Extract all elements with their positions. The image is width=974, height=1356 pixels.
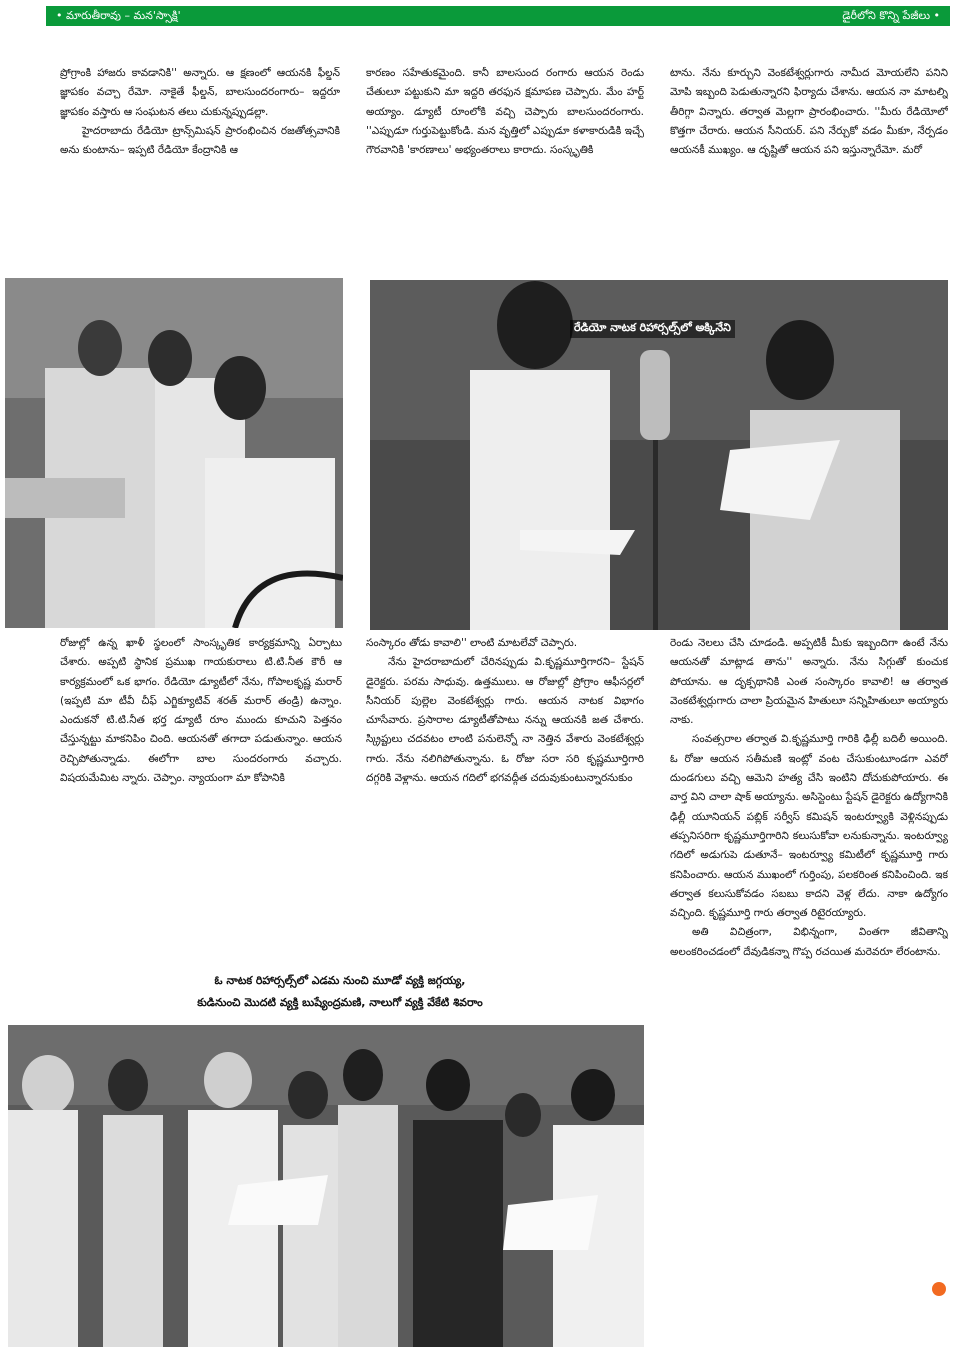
caption-line-1: ఓ నాటక రిహార్సల్స్‌లో ఎడమ నుంచి మూడో వ్యక్తి జగ్గయ్య,: [214, 974, 466, 987]
photo-caption-group-rehearsal: [40, 970, 640, 1014]
middle-column-2: [366, 634, 644, 960]
top-column-1: [60, 64, 340, 260]
photo-akkineni-rehearsal: [370, 280, 948, 630]
paragraph: రోజుల్లో ఉన్న ఖాళీ స్థలంలో సాంస్కృతిక కార్యక్రమాన్ని ఏర్పాటు చేశారు. అప్పటి స్థానిక ప్రముఖ గాయకురాలు టి.టి.నీత కౌరీ ఆ కార్యక్రమంలో ఒక భాగం. రేడియో డ్యూటీలో నేను, గోపాలకృష్ణ మరార్ (ఇప్పటి మా టీవీ చీఫ్ ఎగ్జిక్యూటివ్ శరత్ మరార్ తండ్రి) ఉన్నాం. ఎందుకనో టి.టి.నీత భర్త డ్యూటీ రూం ముందు కూచుని పెత్తనం చేస్తున్నట్టు మాకనిపిం చింది. ఆయనతో తగాదా పడుతున్నాం. ఆయన రెచ్చిపోతున్నాడు. ఈలోగా బాల సుందరంగారు వచ్చారు. విషయమేమిట న్నారు. చెప్పాం. న్యాయంగా మా కోపానికి: [60, 637, 342, 785]
header-right-title: డైరీలోని కొన్ని పేజీలు •: [842, 9, 940, 22]
paragraph: రెండు నెలలు చేసి చూడండి. అప్పటికీ మీకు ఇబ్బందిగా ఉంటే నేను ఆయనతో మాట్లాడ తాను'' అన్నారు. నేను సిగ్గుతో కుంచుక పోయాను. ఆ దృక్పథానికి ఎంత సంస్కారం కావాలి! ఆ తర్వాత వెంకటేశ్వర్లుగారు చాలా ప్రియమైన హితులూ సన్నిహితులూ అయ్యారు నాకు.: [670, 637, 948, 727]
paragraph: టాను. నేను కూర్చుని వెంకటేశ్వర్లుగారు నామీద మోయలేని పనిని మోపి ఇబ్బంది పెడుతున్నారని ఫిర్యాదు చేశాను. ఆయన నా మాటల్ని తీరిగ్గా విన్నారు. తర్వాత మెల్లగా ప్రారంభించారు. ''మీరు రేడియోలో కొత్తగా చేరారు. ఆయన సీనియర్. పని నేర్చుకో వడం మీకూ, నేర్పడం ఆయనకీ ముఖ్యం. ఆ దృష్టితో ఆయన పని ఇస్తున్నారేమో. మరో: [670, 67, 948, 157]
end-marker-dot: [932, 1282, 946, 1296]
caption-line-2: కుడినుంచి మొదటి వ్యక్తి బుష్యేంద్రమణి, నాలుగో వ్యక్తి వేకేటి శివరాం: [197, 996, 483, 1009]
top-column-3: [670, 64, 948, 260]
paragraph: నేను హైదరాబాదులో చేరినప్పుడు వి.కృష్ణమూర్తిగారని– స్టేషన్ డైరెక్టరు. పరమ సాధువు. ఉత్తములు. ఆ రోజుల్లో ప్రోగ్రాం ఆఫీసర్లలో సీనియర్ పుల్లెల వెంకటేశ్వర్లు గారు. ఆయన నాటక విభాగం చూసేవారు. ప్రసారాల డ్యూటీతోపాటు నన్ను ఆయనకి జత చేశారు. స్క్రిప్టులు చదవటం లాంటి పనులెన్నో నా నెత్తిన వేశారు వెంకటేశ్వర్లు గారు. నేను నలిగిపోతున్నాను. ఓ రోజు సరా సరి కృష్ణమూర్తిగారి దగ్గరికి వెళ్లాను. ఆయన గదిలో భగవద్గీత చదువుకుంటున్నారనుకుం: [366, 656, 644, 785]
paragraph: సంవత్సరాల తర్వాత వి.కృష్ణమూర్తి గారికి ఢిల్లీ బదిలీ అయింది. ఓ రోజు ఆయన సతీమణి ఇంట్లో వంట చేసుకుంటూండగా ఎవరో దుండగులు వచ్చి ఆమెని హత్య చేసి ఇంటిని దోచుకుపోయారు. ఈ వార్త విని చాలా షాక్ అయ్యాను. అసిస్టెంటు స్టేషన్ డైరెక్టరు ఉద్యోగానికి ఢిల్లీ యూనియన్ పబ్లిక్ సర్వీస్ కమిషన్ ఇంటర్వ్యూకి వెళ్లినప్పుడు తప్పనిసరిగా కృష్ణమూర్తిగారిని కలుసుకోవా లనుకున్నాను. ఇంటర్వ్యూ గదిలో అడుగుపె డుతూనే– ఇంటర్వ్యూ కమిటీలో కృష్ణమూర్తి గారు కనిపించారు. ఆయన ముఖంలో గుర్తింపు, పలకరింత కనిపించింది. ఇక తర్వాత కలుసుకోవడం సబబు కాదని వెళ్ల లేదు. నాకా ఉద్యోగం వచ్చింది. కృష్ణమూర్తి గారు తర్వాత రిటైరయ్యారు.: [670, 733, 948, 920]
paragraph: అతి విచిత్రంగా, విభిన్నంగా, వింతగా జీవితాన్ని అలంకరించడంలో దేవుడికన్నా గొప్ప రచయిత మరెవరూ లేరంటాను.: [670, 926, 948, 958]
photo-men-at-table: [5, 278, 343, 628]
page-header-bar: [46, 6, 950, 26]
header-left-title: • మారుతీరావు – మన'స్సాక్షి': [56, 9, 181, 22]
photo-caption-akkineni: రేడియో నాటక రిహార్సల్స్‌లో అక్కినేని: [570, 320, 735, 338]
right-lower-column: [670, 634, 948, 1284]
paragraph: కారణం సహేతుకమైంది. కానీ బాలసుంద రంగారు ఆయన రెండు చేతులూ పట్టుకుని మా ఇద్దరి తరఫున క్షమాపణ చెప్పారు. మేం హర్ట్ అయ్యాం. డ్యూటీ రూంలోకి వచ్చి చెప్పారు బాలసుందరంగారు. ''ఎప్పుడూ గుర్తుపెట్టుకోండి. మన వృత్తిలో ఎప్పుడూ కళాకారుడికి ఇచ్చే గౌరవానికి 'కారణాలు' అభ్యంతరాలు కారాదు. సంస్కృతికి: [366, 67, 644, 157]
paragraph: ప్రోగ్రాంకి హాజరు కావడానికి'' అన్నారు. ఆ క్షణంలో ఆయనకి ఫీల్డన్ జ్ఞాపకం వచ్చా రేమో. నాకైతే ఫీల్డన్, బాలసుందరంగారు– ఇద్దరూ జ్ఞాపకం వస్తారు ఆ సంఘటన తలు చుకున్నప్పుడల్లా.: [60, 67, 340, 118]
paragraph: హైదరాబాదు రేడియో ట్రాన్స్‌మిషన్ ప్రారంభించిన రజతోత్సవానికి అను కుంటాను– ఇప్పటి రేడియో కేంద్రానికి ఆ: [60, 124, 340, 157]
photo-group-rehearsal: [8, 1025, 644, 1347]
paragraph: సంస్కారం తోడు కావాలి'' లాంటి మాటలేవో చెప్పారు.: [366, 637, 578, 649]
top-column-2: [366, 64, 644, 260]
middle-column-1: [60, 634, 342, 960]
